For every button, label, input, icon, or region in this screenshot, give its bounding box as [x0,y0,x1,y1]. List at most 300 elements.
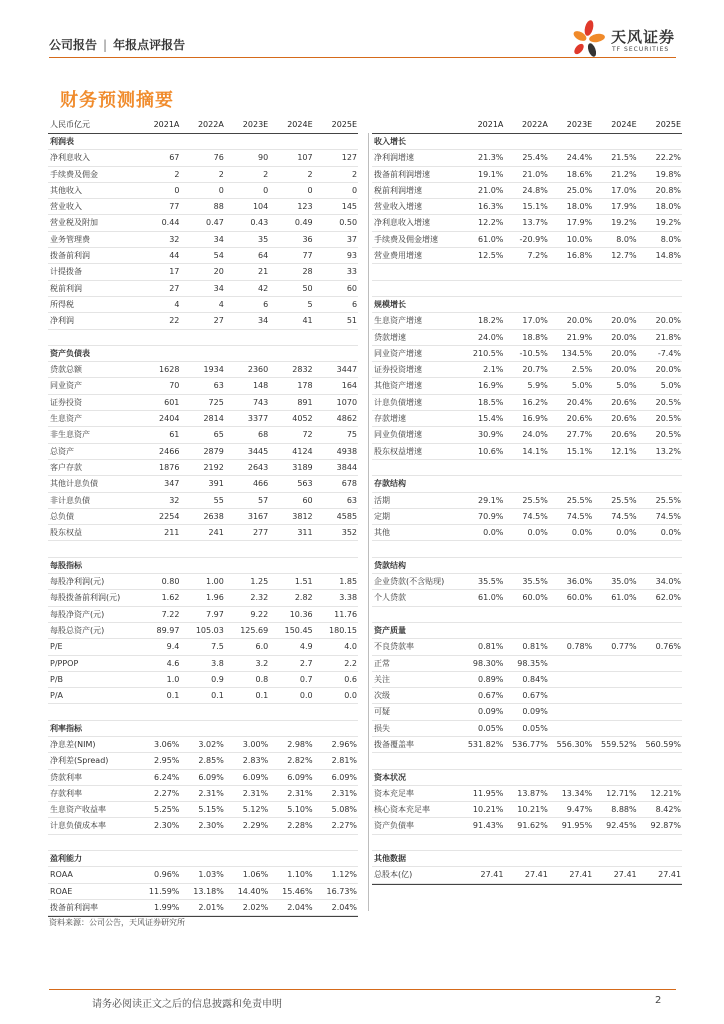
source-note: 资料来源：公司公告，天风证券研究所 [49,918,185,927]
table-row [372,656,682,672]
cell-value: 123 [297,202,313,212]
cell-value: 91.62% [517,821,548,831]
cell-value: -10.5% [519,348,548,358]
cell-value: 19.1% [477,169,504,179]
footer-disclaimer: 请务必阅读正文之后的信息披露和免责申明 [92,999,282,1010]
cell-value: 743 [252,397,269,407]
report-type: 公司报告 [49,38,98,52]
row-label: 利润表 [50,137,74,146]
cell-value [314,330,358,345]
cell-value: 20.6% [611,430,637,440]
table-row [48,525,358,541]
row-label: P/A [50,691,63,701]
cell-value: 91.43% [472,821,504,831]
row-label: 资产负债率 [374,821,414,831]
cell-value [593,264,637,279]
cell-value: 35.5% [477,577,504,587]
cell-value [593,281,637,296]
row-label: 净利差(Spread) [50,756,109,766]
cell-value [504,297,548,312]
logo-name-cn: 天风证券 [611,28,676,46]
cell-value: 2 [307,169,313,179]
table-header [48,116,358,134]
cell-value [638,704,682,719]
table-row [48,737,358,753]
cell-value: 0.0% [483,528,504,538]
row-label: 同业资产增速 [374,348,422,358]
cell-value [136,134,180,149]
cell-value: 12.2% [477,218,504,228]
cell-value: 563 [297,479,313,489]
cell-value: 560.59% [645,739,682,749]
cell-value: 4585 [336,511,358,521]
cell-value: 3844 [336,462,358,472]
cell-value [593,134,637,149]
cell-value: 150.45 [284,625,313,635]
cell-value [136,704,180,719]
cell-value [504,264,548,279]
cell-value: 1.85 [339,577,358,587]
cell-value: 9.4 [166,642,180,652]
cell-value: 6.24% [153,772,180,782]
cell-value: 27.41 [524,870,548,880]
cell-value [225,851,269,866]
section-header-row [48,721,358,737]
cell-value: 75 [346,430,358,440]
row-label: 总资产 [50,446,74,456]
cell-value: 2 [263,169,269,179]
cell-value: 18.0% [655,202,682,212]
cell-value [314,851,358,866]
cell-value: 17.9% [611,202,637,212]
cell-value: 164 [341,381,358,391]
cell-value: 0.1 [211,691,224,701]
row-label: 贷款增速 [374,332,406,342]
cell-value: 21.2% [611,169,637,179]
year-header: 2024E [287,120,313,129]
cell-value: 0.0% [571,528,593,538]
cell-value: 50 [302,283,313,293]
cell-value: 98.30% [472,658,504,668]
row-label: 存款利率 [50,788,82,798]
cell-value: 77 [169,202,180,212]
table-row [48,199,358,215]
row-label: 可疑 [374,707,390,717]
row-label: 营业收入增速 [374,202,422,212]
cell-value: 20.7% [522,365,548,375]
cell-value [638,460,682,475]
cell-value: 4.0 [344,642,358,652]
table-row [372,330,682,346]
cell-value: 5.25% [153,805,180,815]
year-header: 2025E [331,120,358,129]
cell-value [549,672,593,687]
cell-value: 145 [341,202,358,212]
row-label [372,835,460,850]
table-row [48,704,358,720]
cell-value: 21.3% [477,153,504,163]
table-row [372,786,682,802]
cell-value: 2.85% [198,756,224,766]
cell-value: 60 [302,495,313,505]
table-row [372,378,682,394]
cell-value: 14.1% [522,446,548,456]
cell-value: 21.9% [566,332,593,342]
cell-value: 92.87% [650,821,682,831]
row-label: 活期 [374,495,390,505]
cell-value [504,558,548,573]
cell-value: 2.96% [331,739,358,749]
cell-value: 51 [346,316,358,326]
cell-value: 2.31% [331,788,358,798]
cell-value: 6.09% [287,772,313,782]
cell-value: 0.8 [255,674,269,684]
cell-value: 6 [263,299,269,309]
cell-value: 0.78% [566,642,593,652]
row-label: 关注 [374,674,390,684]
table-row [372,264,682,280]
cell-value: 1.03% [198,870,224,880]
row-label: 其他 [374,528,390,538]
cell-value: 32 [169,234,180,244]
cell-value: 27.41 [569,870,593,880]
row-label: 证券投资增速 [374,365,422,375]
cell-value [460,541,504,556]
cell-value: 19.2% [611,218,637,228]
cell-value: 8.0% [660,234,682,244]
cell-value: 0 [351,185,358,195]
cell-value: 10.21% [472,805,504,815]
cell-value: 63 [213,381,224,391]
cell-value: 277 [252,528,269,538]
cell-value: 42 [258,283,269,293]
cell-value: 4 [174,299,180,309]
financial-table-right [372,116,682,885]
table-row [48,884,358,900]
cell-value: 20.0% [611,332,637,342]
cell-value: 0.50 [339,218,358,228]
cell-value: 4938 [336,446,358,456]
cell-value: 25.0% [566,185,593,195]
row-label: 盈利能力 [50,854,82,864]
cell-value: 25.5% [566,495,593,505]
cell-value [593,656,637,671]
row-label: 每股指标 [50,560,82,570]
cell-value [460,607,504,622]
table-row [48,590,358,606]
table-row [48,167,358,183]
cell-value: 20.0% [611,316,637,326]
table-row [372,541,682,557]
row-label: 其他数据 [374,854,406,864]
row-label: 证券投资 [50,397,82,407]
cell-value: -20.9% [519,234,548,244]
row-label: 利率指标 [50,723,82,733]
cell-value: 20.4% [566,397,593,407]
cell-value: 7.22 [161,609,180,619]
cell-value: 5.08% [331,805,358,815]
table-row [372,362,682,378]
cell-value: 89.97 [156,625,180,635]
cell-value: 2.27% [153,788,180,798]
cell-value: 1.51 [294,577,313,587]
year-header: 2022A [197,120,224,129]
table-row [48,541,358,557]
row-label: 每股总资产(元) [50,625,105,635]
cell-value: 92.45% [606,821,637,831]
cell-value: 3189 [292,462,313,472]
row-label: 贷款结构 [374,560,406,570]
cell-value: 64 [258,251,269,261]
table-row [372,199,682,215]
cell-value: 1070 [336,397,358,407]
row-label [48,704,136,719]
cell-value: 29.1% [477,495,504,505]
cell-value [136,835,180,850]
year-header: 2022A [521,120,548,129]
cell-value: 148 [252,381,269,391]
row-label: 其他收入 [50,185,82,195]
footer-divider [49,989,676,990]
row-label: 贷款总额 [50,365,82,375]
cell-value: 125.69 [240,625,269,635]
row-label: 贷款利率 [50,772,82,782]
cell-value: 391 [208,479,224,489]
cell-value: 0.05% [477,723,504,733]
cell-value: 61 [169,430,180,440]
cell-value: 27.7% [566,430,593,440]
cell-value: 57 [258,495,269,505]
cell-value: 20.6% [611,397,637,407]
cell-value: 3447 [336,365,358,375]
row-label: 正常 [374,658,390,668]
row-label [48,330,136,345]
table-row [48,672,358,688]
logo-name-en: TF SECURITIES [612,46,670,53]
cell-value: 16.2% [522,397,548,407]
cell-value: 0.6 [344,674,358,684]
cell-value: 28 [302,267,313,277]
row-label: 税前利润 [50,283,82,293]
cell-value [136,541,180,556]
table-row [48,656,358,672]
cell-value: 20.0% [566,316,593,326]
year-header: 2023E [242,120,269,129]
cell-value: 11.59% [148,886,180,896]
cell-value: 0.0% [616,528,637,538]
cell-value [269,346,313,361]
table-row [48,378,358,394]
cell-value: 37 [346,234,358,244]
cell-value: 55 [213,495,224,505]
cell-value: 211 [164,528,180,538]
cell-value: 0.96% [153,870,180,880]
cell-value: 3377 [247,414,269,424]
cell-value: 21 [258,267,269,277]
row-label: 计提拨备 [50,267,82,277]
table-row [372,313,682,329]
cell-value: 180.15 [329,625,358,635]
cell-value: 891 [297,397,313,407]
cell-value: 0.9 [211,674,224,684]
table-row [48,232,358,248]
cell-value [460,851,504,866]
cell-value: 17.0% [522,316,548,326]
table-row [372,672,682,688]
cell-value: 0.1 [255,691,269,701]
row-label: 营业费用增速 [374,251,422,261]
section-header-row [48,134,358,150]
cell-value [136,558,180,573]
table-row [48,297,358,313]
cell-value: 2814 [203,414,224,424]
cell-value: 19.8% [655,169,682,179]
row-label [372,607,460,622]
cell-value: 62.0% [655,593,682,603]
cell-value [593,558,637,573]
cell-value [549,460,593,475]
cell-value: 0.47 [206,218,224,228]
cell-value: 536.77% [512,739,548,749]
cell-value [504,770,548,785]
table-row [48,753,358,769]
row-label: 同业负债增速 [374,430,422,440]
cell-value [504,623,548,638]
cell-value: 34 [258,316,269,326]
cell-value: 9.47% [566,805,593,815]
cell-value [136,721,180,736]
cell-value: 2360 [247,365,269,375]
financial-table-left [48,116,358,917]
cell-value: 0.43 [250,218,269,228]
cell-value [593,476,637,491]
cell-value: 4 [218,299,224,309]
table-row [48,264,358,280]
cell-value: 61.0% [477,234,504,244]
table-row [372,395,682,411]
table-row [372,525,682,541]
cell-value [593,851,637,866]
cell-value: 20.5% [655,430,682,440]
cell-value: 2.31% [198,788,224,798]
cell-value [269,134,313,149]
row-label: 总股本(亿) [374,870,413,880]
cell-value: 25.5% [611,495,637,505]
row-label: 核心资本充足率 [374,805,430,815]
cell-value: 2404 [159,414,180,424]
cell-value: 1.0 [166,674,180,684]
cell-value: 4052 [292,414,313,424]
cell-value: 1.00 [206,577,224,587]
table-row [48,574,358,590]
cell-value [593,770,637,785]
cell-value [225,558,269,573]
cell-value: 2.04% [287,902,313,912]
cell-value: 27 [213,316,224,326]
table-row [48,476,358,492]
table-row [48,493,358,509]
cell-value: 0.0 [299,691,313,701]
row-label: 存款结构 [374,479,406,489]
cell-value: 15.1% [566,446,593,456]
cell-value: 0.1 [166,691,180,701]
cell-value: 74.5% [611,511,637,521]
cell-value: 2.83% [242,756,269,766]
company-logo [568,18,686,60]
cell-value: 12.1% [611,446,637,456]
cell-value: 30.9% [477,430,504,440]
cell-value [549,476,593,491]
cell-value [593,672,637,687]
table-row [372,281,682,297]
row-label [372,541,460,556]
cell-value: 3.2 [255,658,269,668]
cell-value: -7.4% [657,348,682,358]
cell-value [180,721,224,736]
cell-value [225,704,269,719]
cell-value: 5 [307,299,313,309]
cell-value [269,835,313,850]
cell-value [638,297,682,312]
cell-value: 311 [297,528,313,538]
table-row [48,623,358,639]
table-row [372,427,682,443]
table-row [48,867,358,883]
cell-value [180,330,224,345]
cell-value: 24.4% [566,153,593,163]
cell-value: 15.4% [477,414,504,424]
cell-value: 0.77% [611,642,637,652]
cell-value: 2879 [203,446,224,456]
cell-value [460,281,504,296]
cell-value [314,835,358,850]
cell-value [549,851,593,866]
cell-value [314,541,358,556]
cell-value [504,607,548,622]
cell-value [314,346,358,361]
cell-value: 21.8% [655,332,682,342]
cell-value [638,770,682,785]
cell-value: 2.28% [287,821,313,831]
cell-value [593,460,637,475]
cell-value [593,753,637,768]
cell-value: 25.5% [522,495,548,505]
table-row [48,460,358,476]
cell-value: 2638 [203,511,224,521]
cell-value [460,835,504,850]
cell-value: 5.0% [660,381,682,391]
table-body [48,134,358,916]
cell-value: 21.0% [522,169,548,179]
table-row [372,574,682,590]
table-row [48,362,358,378]
cell-value: 3.06% [153,739,180,749]
cell-value [225,541,269,556]
cell-value: 134.5% [561,348,593,358]
cell-value: 2.95% [153,756,180,766]
table-row [48,802,358,818]
cell-value [504,541,548,556]
cell-value [638,541,682,556]
row-label: 拨备覆盖率 [374,739,414,749]
cell-value: 68 [258,430,269,440]
cell-value: 2.04% [331,902,358,912]
cell-value: 0.89% [477,674,504,684]
cell-value: 6.09% [242,772,269,782]
cell-value [225,346,269,361]
row-label: 非生息资产 [50,430,90,440]
cell-value: 5.10% [287,805,313,815]
